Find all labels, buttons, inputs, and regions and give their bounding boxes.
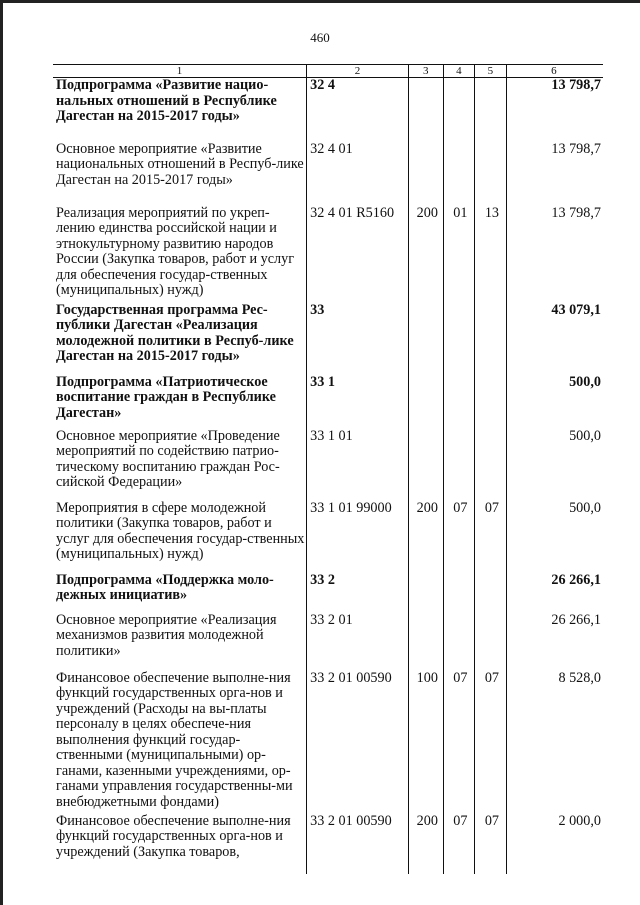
column-header-1: 1	[53, 65, 307, 78]
row-pr	[475, 573, 507, 613]
table-row	[53, 375, 603, 429]
row-pr	[475, 78, 507, 142]
row-rz: 01	[443, 206, 475, 303]
table-row	[53, 671, 603, 814]
row-rz	[443, 78, 475, 142]
row-pr	[475, 429, 507, 501]
row-rz: 07	[443, 501, 475, 573]
row-code: 32 4 01	[307, 142, 409, 206]
row-amount: 43 079,1	[506, 303, 603, 375]
row-vr	[408, 429, 443, 501]
row-amount: 13 798,7	[506, 78, 603, 142]
row-rz	[443, 573, 475, 613]
row-vr	[408, 142, 443, 206]
row-name: Финансовое обеспечение выполне-ния функций государственных орга-нов и учреждений (Закупка товаров,	[56, 812, 291, 860]
row-code: 33 2	[307, 573, 409, 613]
column-header-4: 4	[443, 65, 475, 78]
row-amount: 500,0	[506, 501, 603, 573]
row-pr	[475, 375, 507, 429]
row-code: 33 2 01	[307, 613, 409, 671]
row-vr	[408, 573, 443, 613]
row-name: Подпрограмма «Развитие нацио-нальных отношений в Республике Дагестан на 2015-2017 годы»	[56, 77, 277, 124]
row-rz	[443, 142, 475, 206]
row-vr	[408, 613, 443, 671]
row-code: 33 1 01 99000	[307, 501, 409, 573]
row-code: 33 2 01 00590	[307, 814, 409, 874]
row-rz: 07	[443, 671, 475, 814]
column-header-5: 5	[475, 65, 507, 78]
row-name: Основное мероприятие «Развитие национальных отношений в Респуб-лике Дагестан на 2015-2017 годы»	[56, 140, 304, 188]
row-name: Финансовое обеспечение выполне-ния функций государственных орга-нов и учреждений (Расходы на вы-платы персоналу в целях обеспече-ния выполнения функций государ-ственными (муниципальными) ор-ганами, казенными учреждениями, ор-ганами управления государственны-ми внебюджетными фондами)	[56, 669, 293, 810]
table-row	[53, 142, 603, 206]
row-amount: 13 798,7	[506, 206, 603, 303]
table-header-row	[53, 65, 603, 78]
row-name: Подпрограмма «Поддержка моло-дежных инициатив»	[56, 571, 274, 603]
column-header-6: 6	[506, 65, 603, 78]
row-rz	[443, 375, 475, 429]
row-rz	[443, 613, 475, 671]
row-pr: 07	[475, 501, 507, 573]
row-code: 32 4	[307, 78, 409, 142]
row-code: 33 2 01 00590	[307, 671, 409, 814]
row-vr: 200	[408, 814, 443, 874]
scan-edge-left	[0, 0, 3, 905]
row-amount: 500,0	[506, 429, 603, 501]
row-amount: 2 000,0	[506, 814, 603, 874]
table-row	[53, 573, 603, 613]
column-header-2: 2	[307, 65, 409, 78]
row-vr	[408, 303, 443, 375]
row-name: Мероприятия в сфере молодежной политики (Закупка товаров, работ и услуг для обеспечения государ-ственных (муниципальных) нужд)	[56, 499, 305, 562]
table-row	[53, 206, 603, 303]
budget-table	[53, 64, 603, 874]
row-code: 33 1	[307, 375, 409, 429]
page-number: 460	[310, 30, 330, 45]
row-name: Государственная программа Рес-публики Дагестан «Реализация молодежной политики в Респуб-лике Дагестан на 2015-2017 годы»	[56, 301, 294, 364]
row-name: Основное мероприятие «Проведение мероприятий по содействию патрио-тическому воспитанию граждан Рос-сийской Федерации»	[56, 427, 280, 490]
scan-edge-top	[0, 0, 640, 3]
row-pr	[475, 613, 507, 671]
row-pr: 07	[475, 814, 507, 874]
row-amount: 26 266,1	[506, 613, 603, 671]
row-amount: 26 266,1	[506, 573, 603, 613]
row-amount: 500,0	[506, 375, 603, 429]
row-vr: 200	[408, 501, 443, 573]
row-code: 33 1 01	[307, 429, 409, 501]
row-code: 33	[307, 303, 409, 375]
row-rz	[443, 303, 475, 375]
table-row	[53, 303, 603, 375]
table-row	[53, 501, 603, 573]
row-name: Подпрограмма «Патриотическое воспитание граждан в Республике Дагестан»	[56, 373, 276, 421]
table-row	[53, 429, 603, 501]
column-header-3: 3	[408, 65, 443, 78]
row-pr	[475, 142, 507, 206]
row-vr: 100	[408, 671, 443, 814]
row-vr	[408, 375, 443, 429]
row-pr: 13	[475, 206, 507, 303]
row-code: 32 4 01 R5160	[307, 206, 409, 303]
row-amount: 8 528,0	[506, 671, 603, 814]
row-pr	[475, 303, 507, 375]
table-row	[53, 78, 603, 142]
row-name: Реализация мероприятий по укреп-лению единства российской нации и этнокультурному развитию народов России (Закупка товаров, работ и услуг для обеспечения государ-ственных (муниципальных) нужд)	[56, 204, 295, 298]
row-pr: 07	[475, 671, 507, 814]
row-vr: 200	[408, 206, 443, 303]
row-name: Основное мероприятие «Реализация механизмов развития молодежной политики»	[56, 611, 277, 659]
table-row	[53, 814, 603, 874]
row-rz: 07	[443, 814, 475, 874]
table-row	[53, 613, 603, 671]
row-amount: 13 798,7	[506, 142, 603, 206]
row-vr	[408, 78, 443, 142]
row-rz	[443, 429, 475, 501]
